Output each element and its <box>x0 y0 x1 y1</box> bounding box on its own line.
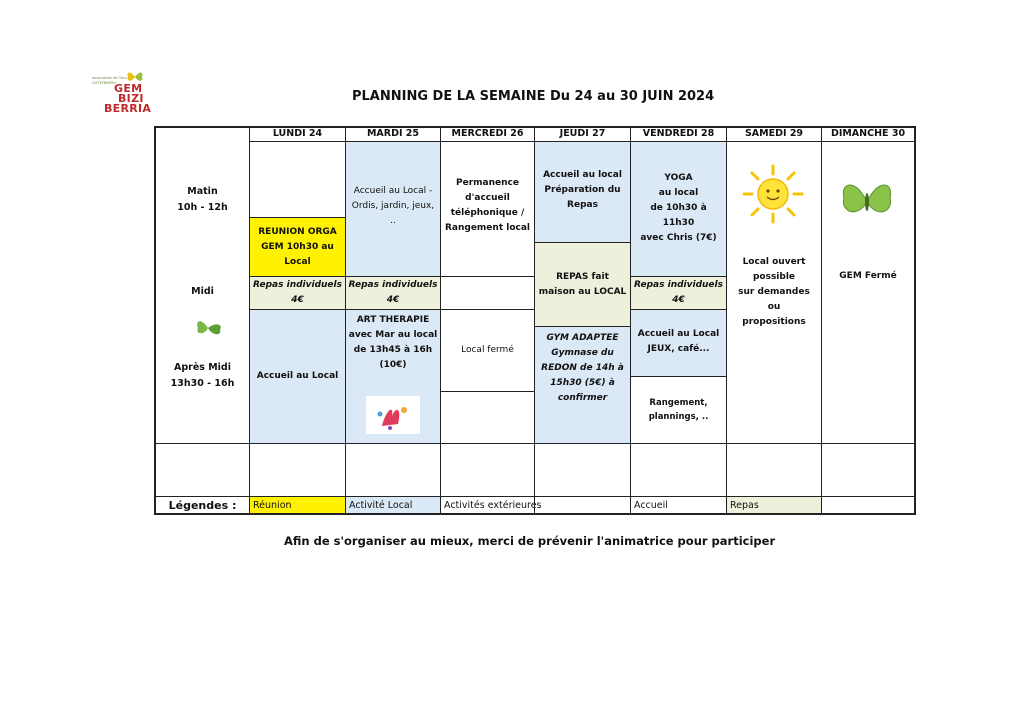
gem-logo <box>92 70 152 116</box>
gem-ferme-cell: GEM Fermé <box>839 270 897 281</box>
local-ouvert-cell: Local ouvert possible sur demandes ou propositions <box>738 256 810 327</box>
legend-item-reunion: Réunion <box>253 499 292 511</box>
local-ferme-cell: Local fermé <box>461 345 514 355</box>
yoga-cell: YOGA au local de 10h30 à 11h30 avec Chris (7€) <box>640 172 717 243</box>
accueil-cell-lundi: Accueil au Local <box>256 371 339 381</box>
reunion-orga-cell: REUNION ORGA GEM 10h30 au Local <box>258 226 337 267</box>
preparation-repas-cell: Accueil au local Préparation du Repas <box>543 169 622 210</box>
logo-word-bizi: BIZI <box>118 92 144 105</box>
row-divider <box>154 443 916 444</box>
green-butterfly-icon <box>838 176 896 226</box>
column-divider <box>821 126 822 515</box>
cell-divider <box>440 276 534 277</box>
repas-cell-mardi: Repas individuels 4€ <box>348 280 438 305</box>
table-border-bottom <box>154 513 916 515</box>
row-label-apres-midi: Après Midi 13h30 - 16h <box>170 362 235 389</box>
logo-word-berria: BERRIA <box>104 102 152 115</box>
page-title: PLANNING DE LA SEMAINE Du 24 au 30 JUIN 2024 <box>352 89 715 104</box>
accueil-jeux-cell: Accueil au Local JEUX, café... <box>637 329 720 354</box>
footer-note: Afin de s'organiser au mieux, merci de prévenir l'animatrice pour participer <box>284 534 776 548</box>
legend-item-activites-exterieures: Activités extérieures <box>444 499 542 511</box>
rangement-cell: Rangement, plannings, .. <box>648 398 709 422</box>
header-row-divider <box>249 141 916 142</box>
logo-tagline: Association de l'éco <box>92 76 127 80</box>
sun-icon <box>742 164 804 224</box>
row-label-matin: Matin 10h - 12h <box>177 186 228 213</box>
logo-subline: GUTTENBERG <box>92 81 117 85</box>
legend-label: Légendes : <box>168 498 237 512</box>
legend-item-accueil: Accueil <box>634 499 668 511</box>
art-therapie-cell: ART THERAPIE avec Mar au local de 13h45 à 16h (10€) <box>348 315 438 370</box>
day-header-mercredi: MERCREDI 26 <box>451 128 524 139</box>
permanence-cell: Permanence d'accueil téléphonique / Rangement local <box>444 178 531 233</box>
legend-item-activite-local: Activité Local <box>349 499 413 511</box>
planning-table <box>154 126 916 515</box>
art-palette-icon <box>366 396 420 434</box>
day-header-samedi: SAMEDI 29 <box>744 128 804 139</box>
butterfly-icon <box>194 314 224 338</box>
repas-cell-lundi: Repas individuels 4€ <box>253 280 342 305</box>
day-header-lundi: LUNDI 24 <box>272 128 323 139</box>
day-header-vendredi: VENDREDI 28 <box>642 128 715 139</box>
legend-item-repas: Repas <box>730 499 759 511</box>
day-header-mardi: MARDI 25 <box>366 128 420 139</box>
row-label-midi: Midi <box>191 286 214 297</box>
repas-cell-vendredi: Repas individuels 4€ <box>634 280 723 305</box>
cell-divider <box>440 391 534 392</box>
repas-maison-cell: REPAS fait maison au LOCAL <box>538 271 627 297</box>
day-header-jeudi: JEUDI 27 <box>559 128 606 139</box>
table-border-right <box>914 126 916 515</box>
accueil-cell-mardi: Accueil au Local - Ordis, jardin, jeux, .. <box>351 185 435 226</box>
cell-divider <box>630 376 726 377</box>
gym-adaptee-cell: GYM ADAPTEE Gymnase du REDON de 14h à 15h30 (5€) à confirmer <box>541 332 624 403</box>
day-header-dimanche: DIMANCHE 30 <box>830 128 906 139</box>
logo-word-gem: GEM <box>114 82 143 95</box>
cell-divider <box>630 309 726 310</box>
